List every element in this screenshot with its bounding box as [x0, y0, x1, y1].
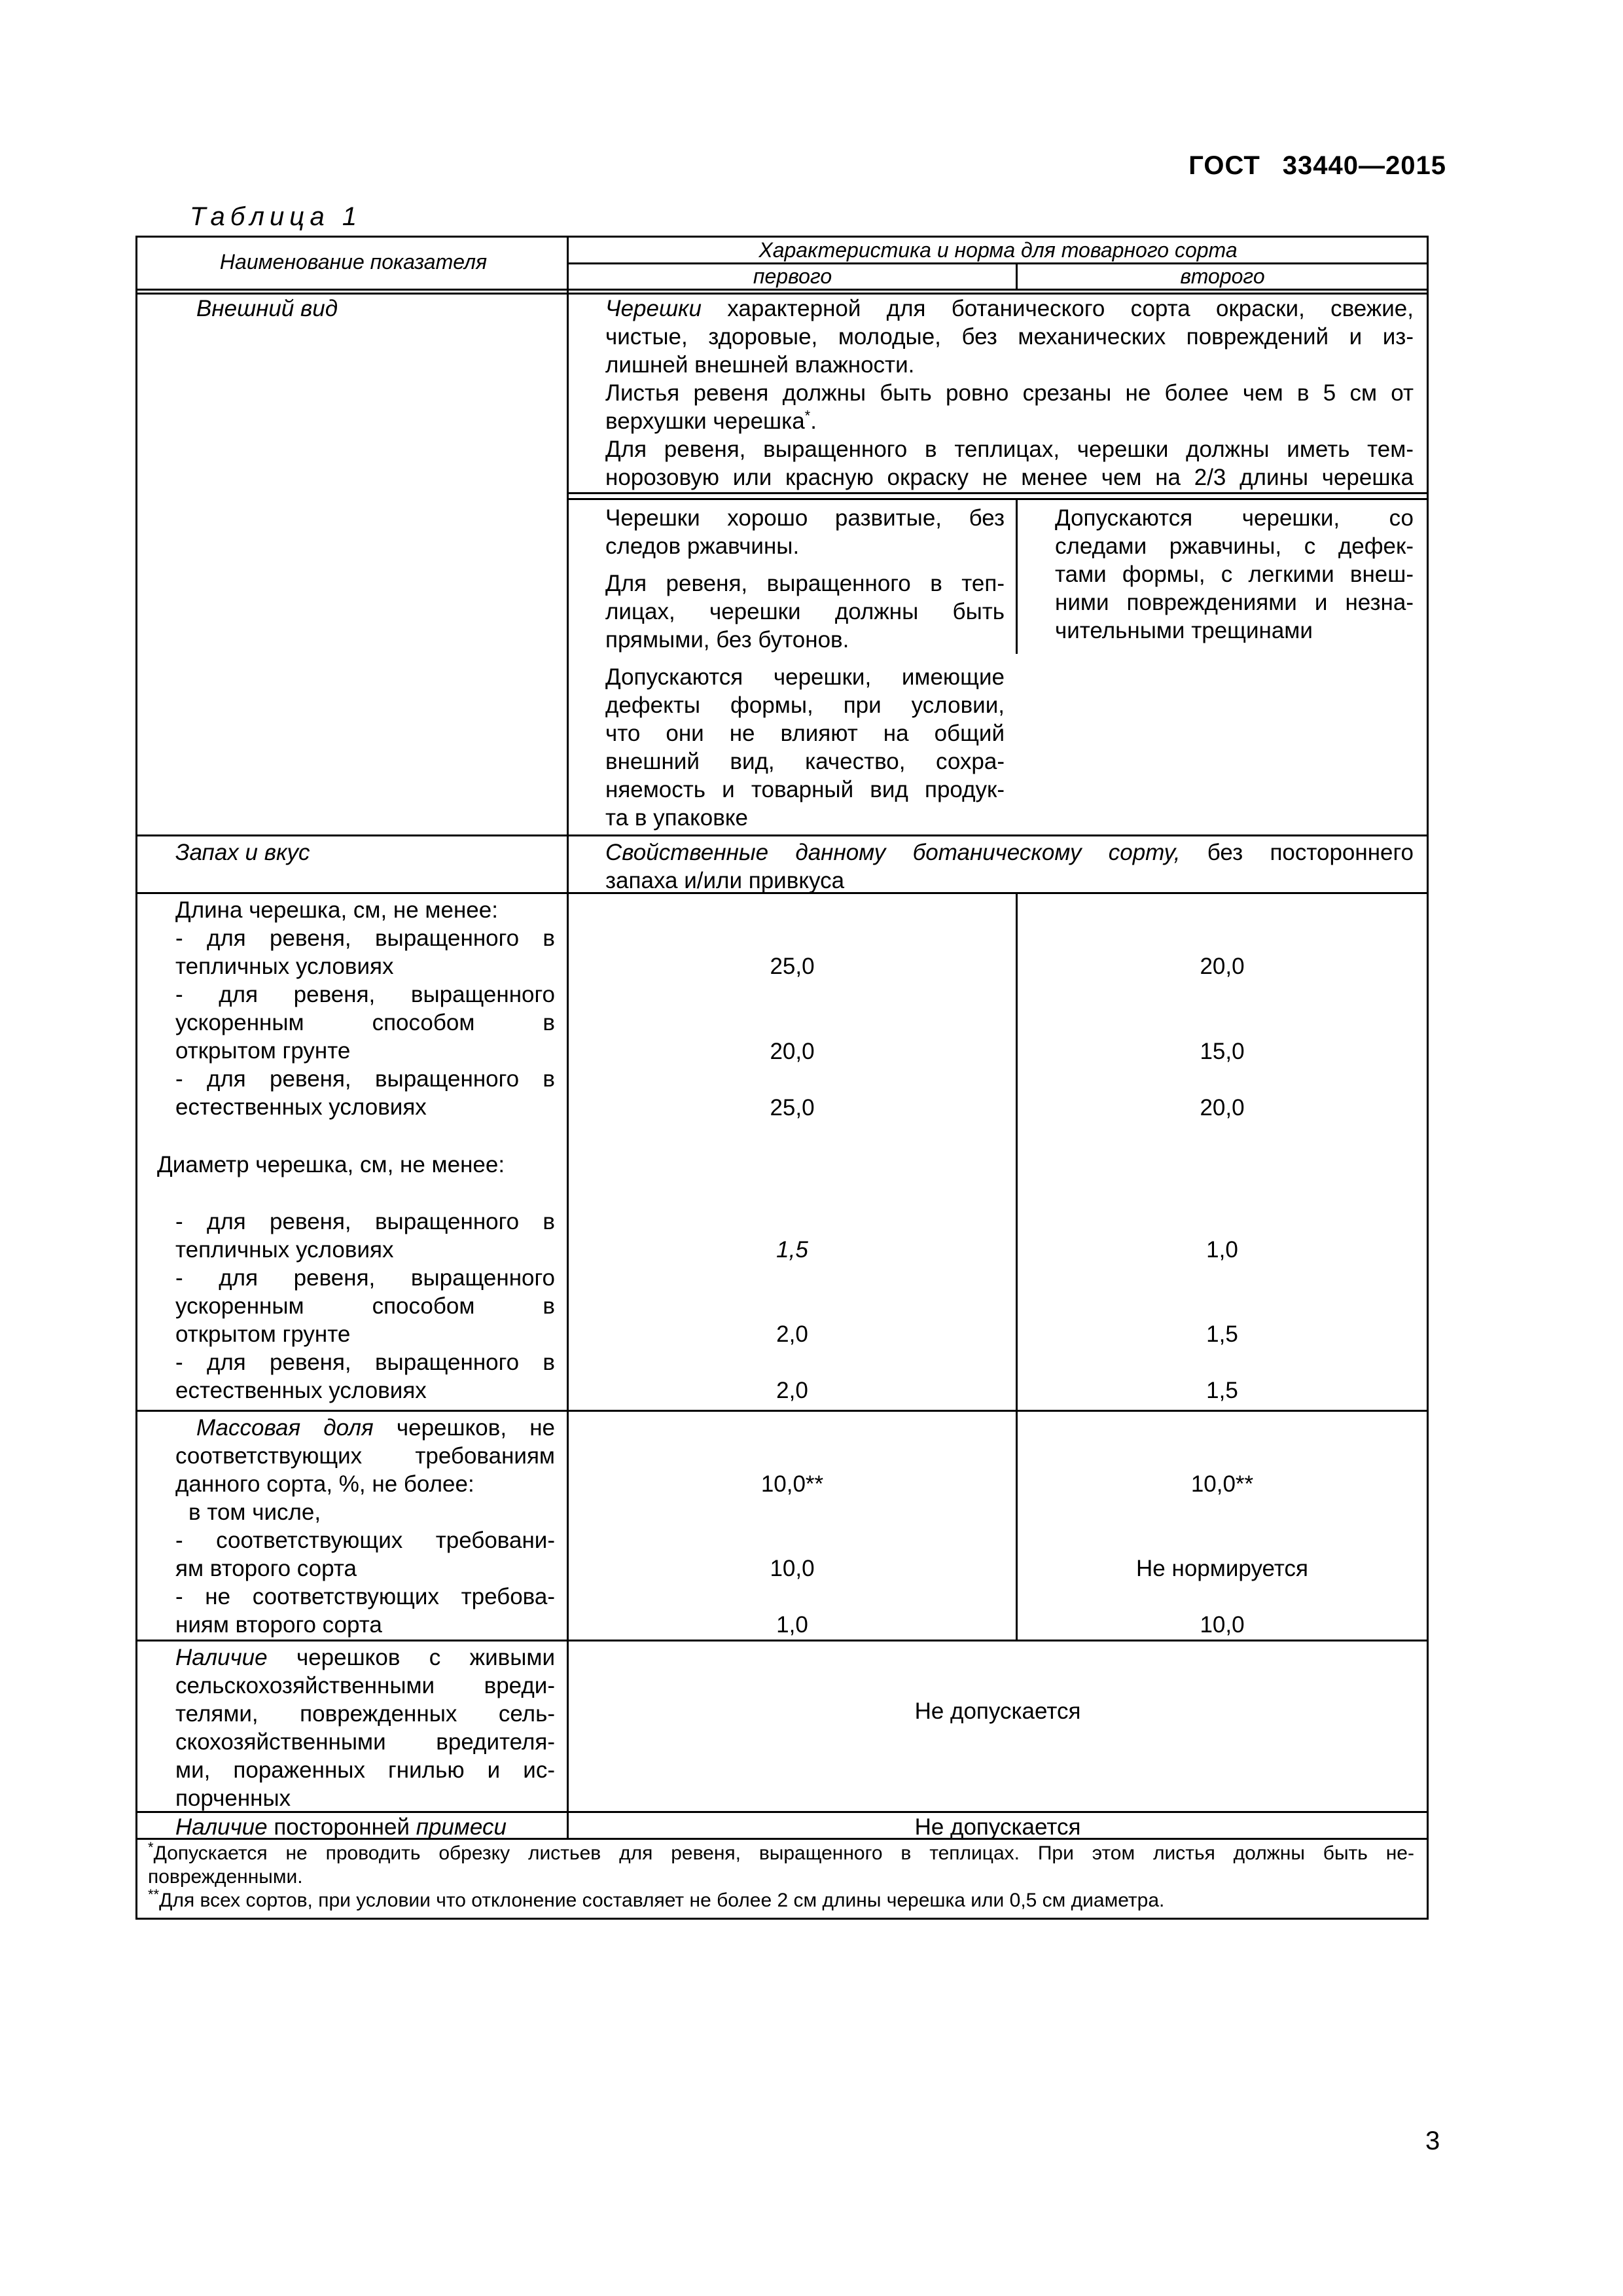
row-label-impurity: Наличие посторонней примеси	[175, 1814, 507, 1840]
length-sub-line: естественных условиях	[175, 1094, 427, 1120]
mass-first-second-grade: 10,0	[770, 1556, 815, 1581]
appearance-common-line: Черешки характерной для ботанического сорта окраски, свежие,	[605, 296, 1414, 321]
diameter-second-open-ground: 1,5	[1206, 1321, 1238, 1347]
diameter-first-greenhouse: 1,5	[776, 1237, 808, 1263]
length-first-open-ground: 20,0	[770, 1039, 815, 1064]
appearance-first-line: Допускаются черешки, имеющие	[605, 664, 1005, 690]
mass-label-line: в том числе,	[188, 1499, 321, 1525]
diameter-sub-line: естественных условиях	[175, 1378, 427, 1403]
length-sub-items	[175, 924, 555, 1121]
appearance-first-grade-text	[605, 504, 1005, 832]
length-first-greenhouse: 25,0	[770, 954, 815, 979]
appearance-common-line: норозовую или красную окраску не менее чем на 2/3 длины черешка	[605, 465, 1414, 490]
mass-second-second-grade: Не нормируется	[1136, 1556, 1308, 1581]
column-divider-grades-head	[1016, 262, 1018, 291]
appearance-first-line: Для ревеня, выращенного в теп-	[605, 571, 1005, 596]
footnote-2: **Для всех сортов, при условии что отклонение составляет не более 2 см длины черешка или 0,5 см диаметра.	[148, 1886, 1165, 1911]
diameter-second-natural: 1,5	[1206, 1378, 1238, 1403]
appearance-first-line: следов ржавчины.	[605, 533, 800, 559]
mass-label-line: - не соответствующих требова-	[175, 1584, 555, 1609]
page-number: 3	[1425, 2126, 1440, 2155]
appearance-common-line: Листья ревеня должны быть ровно срезаны не более чем в 5 см от	[605, 380, 1414, 406]
diameter-sub-line: ускоренным способом в	[175, 1293, 555, 1319]
appearance-first-line: дефекты формы, при условии,	[605, 692, 1005, 718]
table-border-bottom	[135, 1918, 1429, 1920]
row-label-length: Длина черешка, см, не менее:	[175, 897, 498, 923]
row-divider-mass	[135, 1410, 1429, 1412]
column-header-indicator: Наименование показателя	[219, 250, 488, 274]
appearance-first-line: та в упаковке	[605, 805, 748, 831]
column-divider-appearance	[1016, 498, 1018, 654]
length-sub-line: тепличных условиях	[175, 954, 394, 979]
appearance-second-line: Допускаются черешки, со	[1055, 505, 1414, 531]
pests-label-line: сельскохозяйственными вреди-	[175, 1673, 555, 1698]
mass-label-line: ям второго сорта	[175, 1556, 357, 1581]
appearance-common-line: Для ревеня, выращенного в теплицах, черешки должны иметь тем-	[605, 437, 1414, 462]
column-header-first-grade: первого	[753, 264, 832, 288]
column-header-characteristic: Характеристика и норма для товарного сорта	[758, 238, 1238, 262]
mass-label-line: - соответствующих требовани-	[175, 1528, 555, 1553]
length-second-greenhouse: 20,0	[1200, 954, 1245, 979]
mass-first-total: 10,0**	[760, 1471, 824, 1497]
document-header	[1188, 152, 1446, 180]
pests-value: Не допускается	[914, 1698, 1081, 1724]
pests-label-line: Наличие черешков с живыми	[175, 1645, 555, 1670]
appearance-second-line: чительными трещинами	[1055, 618, 1313, 643]
diameter-sub-line: - для ревеня, выращенного	[175, 1265, 555, 1291]
row-label-diameter: Диаметр черешка, см, не менее:	[157, 1152, 505, 1177]
standard-prefix: ГОСТ	[1188, 151, 1260, 180]
mass-label-line: ниям второго сорта	[175, 1612, 382, 1638]
mass-label-line: данного сорта, %, не более:	[175, 1471, 474, 1497]
standard-number: 33440—2015	[1282, 151, 1446, 180]
mass-label-line: Массовая доля черешков, не	[196, 1415, 555, 1441]
appearance-first-line: няемость и товарный вид продук-	[605, 777, 1005, 802]
table-caption: Таблица 1	[190, 202, 363, 231]
footnotes	[148, 1839, 1414, 1912]
diameter-sub-line: открытом грунте	[175, 1321, 351, 1347]
mass-second-not-second-grade: 10,0	[1200, 1612, 1245, 1638]
pests-label-line: скохозяйственными вредителя-	[175, 1729, 555, 1755]
table-border-left	[135, 236, 137, 1920]
diameter-sub-line: - для ревеня, выращенного в	[175, 1209, 555, 1234]
appearance-common-line: лишней внешней влажности.	[605, 352, 915, 378]
length-second-open-ground: 15,0	[1200, 1039, 1245, 1064]
smell-taste-line: запаха и/или привкуса	[605, 868, 845, 893]
table-border-right	[1427, 236, 1429, 1920]
length-sub-line: - для ревеня, выращенного в	[175, 1066, 555, 1092]
diameter-sub-line: - для ревеня, выращенного в	[175, 1350, 555, 1375]
pests-label-line: телями, поврежденных сель-	[175, 1701, 555, 1727]
diameter-sub-items	[175, 1208, 555, 1405]
pests-label-line: ми, пораженных гнилью и ис-	[175, 1757, 555, 1783]
length-sub-line: ускоренным способом в	[175, 1010, 555, 1035]
smell-taste-line: Свойственные данному ботаническому сорту, без постороннего	[605, 840, 1414, 865]
appearance-second-line: следами ржавчины, с дефек-	[1055, 533, 1414, 559]
appearance-first-line: Черешки хорошо развитые, без	[605, 505, 1005, 531]
footnote-1-continuation: поврежденными.	[148, 1866, 303, 1888]
appearance-first-line: внешний вид, качество, сохра-	[605, 749, 1005, 774]
length-sub-line: - для ревеня, выращенного	[175, 982, 555, 1007]
column-header-second-grade: второго	[1180, 264, 1265, 288]
row-label-appearance: Внешний вид	[196, 296, 338, 321]
mass-second-total: 10,0**	[1190, 1471, 1254, 1497]
length-sub-line: открытом грунте	[175, 1038, 351, 1064]
appearance-common-divider-double	[567, 498, 1429, 500]
row-label-smell-taste: Запах и вкус	[175, 840, 310, 865]
appearance-first-line: лицах, черешки должны быть	[605, 599, 1005, 624]
diameter-second-greenhouse: 1,0	[1206, 1237, 1238, 1263]
length-sub-line: - для ревеня, выращенного в	[175, 925, 555, 951]
row-label-pests	[175, 1643, 555, 1812]
appearance-second-line: ними повреждениями и незна-	[1055, 590, 1414, 615]
appearance-common-line: чистые, здоровые, молодые, без механических повреждений и из-	[605, 324, 1414, 350]
row-divider-smell	[135, 834, 1429, 836]
appearance-common-line: верхушки черешка*.	[605, 407, 817, 434]
diameter-sub-line: тепличных условиях	[175, 1237, 394, 1263]
diameter-first-open-ground: 2,0	[776, 1321, 808, 1347]
appearance-second-grade-text	[1055, 504, 1414, 645]
appearance-second-line: тами формы, с легкими внеш-	[1055, 562, 1414, 587]
length-first-natural: 25,0	[770, 1095, 815, 1121]
pests-label-line: порченных	[175, 1785, 291, 1811]
mass-label-line: соответствующих требованиям	[175, 1443, 555, 1469]
footnote-1: *Допускается не проводить обрезку листьев для ревеня, выращенного в теплицах. При этом листья должны быть не-	[148, 1839, 1414, 1864]
row-label-mass-fraction	[175, 1414, 555, 1639]
impurity-value: Не допускается	[914, 1814, 1081, 1840]
row-divider-pests	[135, 1640, 1429, 1641]
appearance-common-text	[605, 295, 1414, 492]
column-divider-length	[1016, 892, 1018, 1265]
smell-taste-value	[605, 838, 1414, 895]
appearance-common-divider	[567, 492, 1429, 494]
appearance-first-line: что они не влияют на общий	[605, 721, 1005, 746]
appearance-first-line: прямыми, без бутонов.	[605, 627, 849, 653]
column-divider-mass	[1016, 1410, 1018, 1640]
mass-first-not-second-grade: 1,0	[776, 1612, 808, 1638]
diameter-first-natural: 2,0	[776, 1378, 808, 1403]
length-second-natural: 20,0	[1200, 1095, 1245, 1121]
